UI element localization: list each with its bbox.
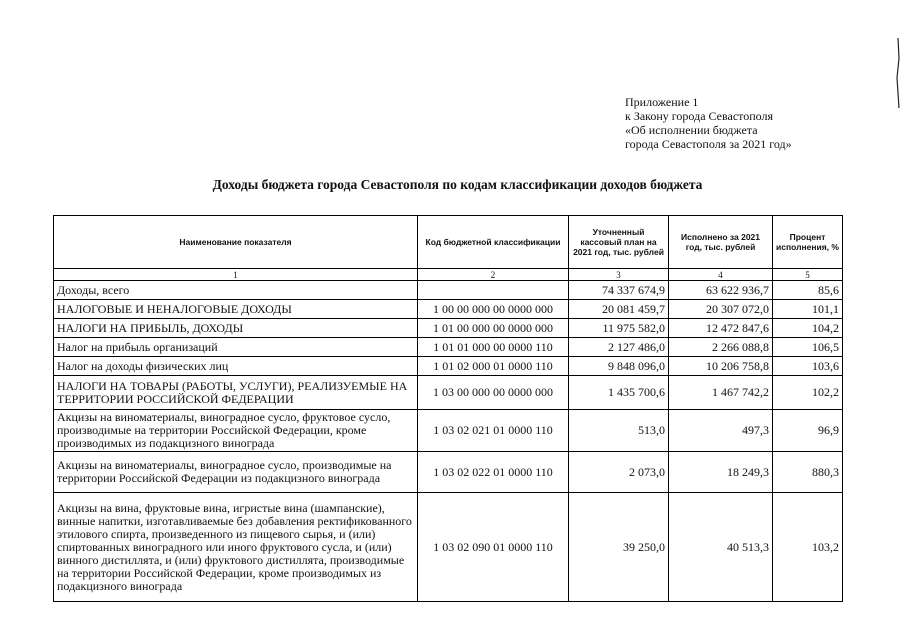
- column-number: 4: [669, 269, 773, 281]
- row-plan: 39 250,0: [569, 493, 669, 602]
- row-percent: 101,1: [773, 300, 843, 319]
- appendix-line: к Закону города Севастополя: [625, 109, 774, 123]
- row-plan: 74 337 674,9: [569, 281, 669, 300]
- table-row: [54, 410, 843, 452]
- row-code: 1 03 02 022 01 0000 110: [418, 452, 569, 493]
- table-row: [54, 376, 843, 410]
- scan-edge-mark: [895, 38, 901, 108]
- header-code: Код бюджетной классификации: [418, 216, 569, 269]
- row-done: 63 622 936,7: [669, 281, 773, 300]
- appendix-line: города Севастополя за 2021 год»: [625, 137, 792, 151]
- row-plan: 11 975 582,0: [569, 319, 669, 338]
- row-name: Акцизы на вина, фруктовые вина, игристые вина (шампанские), винные напитки, изготавливаемые без добавления ректификованного этилового спирта, произведенного из пищевого сырья, и (или) спиртованных виноградного или иного фруктового сусла, и (или) винного дистиллята, и (или) фруктового дистиллята, производимые на территории Российской Федерации, кроме производимых из подакцизного винограда: [54, 493, 418, 602]
- table-row: [54, 493, 843, 602]
- row-name: НАЛОГИ НА ТОВАРЫ (РАБОТЫ, УСЛУГИ), РЕАЛИЗУЕМЫЕ НА ТЕРРИТОРИИ РОССИЙСКОЙ ФЕДЕРАЦИИ: [54, 376, 418, 410]
- row-percent: 103,2: [773, 493, 843, 602]
- row-done: 18 249,3: [669, 452, 773, 493]
- table-row: [54, 452, 843, 493]
- revenue-table: [53, 215, 843, 602]
- document-title: Доходы бюджета города Севастополя по кодам классификации доходов бюджета: [212, 177, 703, 192]
- row-percent: 104,2: [773, 319, 843, 338]
- header-percent: Процент исполнения, %: [773, 216, 843, 269]
- row-code: [418, 281, 569, 300]
- appendix-block: [625, 95, 792, 151]
- row-name: Налог на доходы физических лиц: [54, 357, 418, 376]
- row-code: 1 01 02 000 01 0000 110: [418, 357, 569, 376]
- row-name: Налог на прибыль организаций: [54, 338, 418, 357]
- column-number: 1: [54, 269, 418, 281]
- row-percent: 880,3: [773, 452, 843, 493]
- row-name: НАЛОГИ НА ПРИБЫЛЬ, ДОХОДЫ: [54, 319, 418, 338]
- column-number-row: [54, 269, 843, 281]
- row-plan: 2 127 486,0: [569, 338, 669, 357]
- table-row: [54, 357, 843, 376]
- row-name: Доходы, всего: [54, 281, 418, 300]
- appendix-line: Приложение 1: [625, 95, 699, 109]
- row-code: 1 00 00 000 00 0000 000: [418, 300, 569, 319]
- table-header-row: [54, 216, 843, 269]
- row-plan: 9 848 096,0: [569, 357, 669, 376]
- row-done: 20 307 072,0: [669, 300, 773, 319]
- row-name: НАЛОГОВЫЕ И НЕНАЛОГОВЫЕ ДОХОДЫ: [54, 300, 418, 319]
- row-done: 40 513,3: [669, 493, 773, 602]
- header-name: Наименование показателя: [54, 216, 418, 269]
- header-done: Исполнено за 2021 год, тыс. рублей: [669, 216, 773, 269]
- row-plan: 2 073,0: [569, 452, 669, 493]
- row-done: 2 266 088,8: [669, 338, 773, 357]
- row-plan: 513,0: [569, 410, 669, 452]
- row-percent: 85,6: [773, 281, 843, 300]
- table-row: [54, 281, 843, 300]
- row-name: Акцизы на виноматериалы, виноградное сусло, фруктовое сусло, производимые на территории Российской Федерации, кроме производимых из подакцизного винограда: [54, 410, 418, 452]
- row-done: 12 472 847,6: [669, 319, 773, 338]
- header-plan: Уточненный кассовый план на 2021 год, тыс. рублей: [569, 216, 669, 269]
- appendix-line: «Об исполнении бюджета: [625, 123, 758, 137]
- row-percent: 106,5: [773, 338, 843, 357]
- table-row: [54, 300, 843, 319]
- row-percent: 96,9: [773, 410, 843, 452]
- column-number: 3: [569, 269, 669, 281]
- row-done: 10 206 758,8: [669, 357, 773, 376]
- row-code: 1 03 00 000 00 0000 000: [418, 376, 569, 410]
- row-name: Акцизы на виноматериалы, виноградное сусло, производимые на территории Российской Федерации из подакцизного винограда: [54, 452, 418, 493]
- row-percent: 103,6: [773, 357, 843, 376]
- row-code: 1 01 01 000 00 0000 110: [418, 338, 569, 357]
- row-code: 1 01 00 000 00 0000 000: [418, 319, 569, 338]
- column-number: 2: [418, 269, 569, 281]
- row-code: 1 03 02 021 01 0000 110: [418, 410, 569, 452]
- column-number: 5: [773, 269, 843, 281]
- row-plan: 1 435 700,6: [569, 376, 669, 410]
- row-done: 497,3: [669, 410, 773, 452]
- row-code: 1 03 02 090 01 0000 110: [418, 493, 569, 602]
- row-percent: 102,2: [773, 376, 843, 410]
- table-row: [54, 338, 843, 357]
- table-row: [54, 319, 843, 338]
- row-done: 1 467 742,2: [669, 376, 773, 410]
- row-plan: 20 081 459,7: [569, 300, 669, 319]
